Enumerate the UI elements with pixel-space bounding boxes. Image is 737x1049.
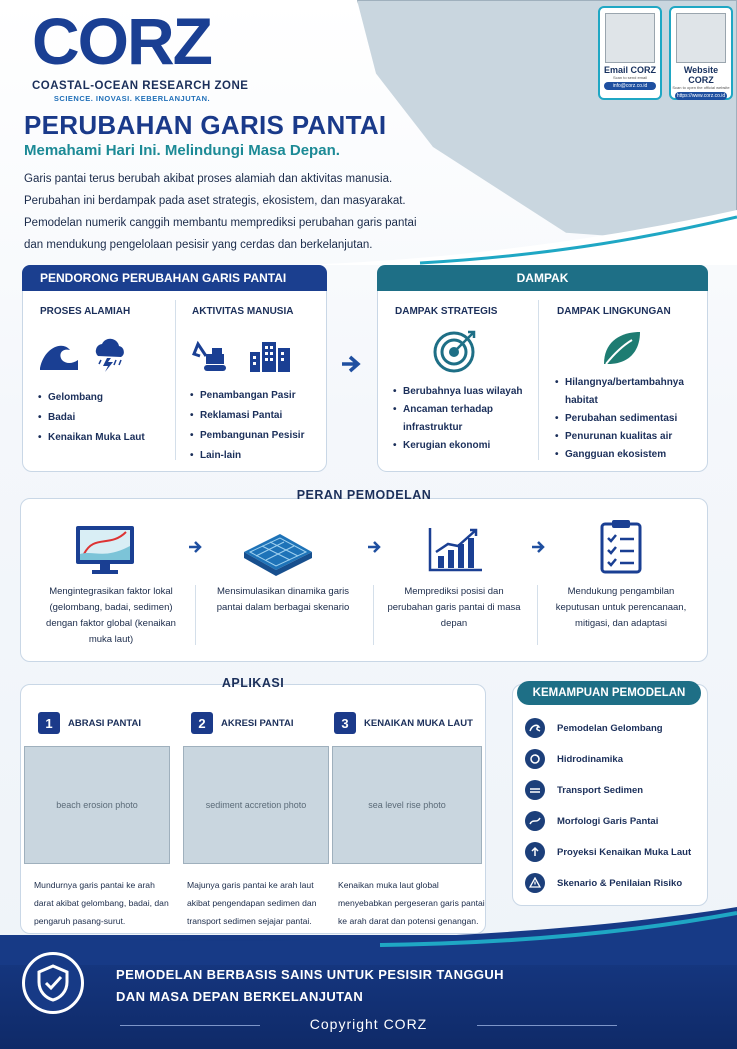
wave-icon — [525, 718, 545, 738]
capabilities-title: KEMAMPUAN PEMODELAN — [532, 687, 686, 699]
excavator-icon — [192, 338, 234, 372]
logo-fullname: COASTAL-OCEAN RESEARCH ZONE — [32, 80, 249, 92]
environment-heading: DAMPAK LINGKUNGAN — [557, 306, 671, 317]
capability-label: Proyeksi Kenaikan Muka Laut — [557, 846, 692, 858]
list-item: • Pembangunan Pesisir — [190, 426, 304, 446]
drivers-title: PENDORONG PERUBAHAN GARIS PANTAI — [40, 271, 287, 285]
list-item: • Penambangan Pasir — [190, 386, 304, 406]
natural-list — [38, 388, 145, 448]
capability-label: Skenario & Penilaian Risiko — [557, 877, 683, 889]
website-qr-label: Website CORZ — [683, 65, 719, 85]
simulation-grid-icon — [240, 526, 316, 576]
application-number: 1 — [38, 712, 60, 734]
target-icon — [432, 328, 478, 374]
corz-logo — [32, 4, 252, 103]
drivers-divider — [175, 300, 176, 460]
email-qr-caption: Scan to send email — [612, 75, 648, 80]
list-item: • Penurunan kualitas air — [555, 428, 700, 446]
natural-heading: PROSES ALAMIAH — [40, 306, 131, 317]
list-item: • Hilangnya/bertambahnya habitat — [555, 374, 700, 410]
prediction-chart-icon — [426, 524, 484, 574]
capability-item — [525, 747, 623, 771]
page-subtitle: Memahami Hari Ini. Melindungi Masa Depan. — [24, 142, 340, 159]
leaf-icon — [598, 328, 644, 368]
role-step-text: Mendukung pengambilan keputusan untuk perencanaan, mitigasi, dan adaptasi — [555, 586, 687, 629]
photo-caption: sea level rise photo — [368, 800, 446, 810]
strategic-heading: DAMPAK STRATEGIS — [395, 306, 498, 317]
capability-item — [525, 871, 682, 895]
footer-line: PEMODELAN BERBASIS SAINS UNTUK PESISIR TANGGUH — [116, 967, 504, 982]
accretion-photo — [183, 746, 329, 864]
application-header — [38, 712, 170, 734]
list-item: • Gangguan ekosistem — [555, 446, 700, 464]
hydrodynamics-icon — [525, 749, 545, 769]
capability-item — [525, 778, 643, 802]
application-item — [332, 712, 485, 932]
list-item: • Lain-lain — [190, 446, 304, 466]
application-item — [183, 712, 329, 932]
role-divider — [373, 585, 374, 645]
application-header — [191, 712, 329, 734]
shield-check-icon — [22, 952, 84, 1014]
capability-item — [525, 716, 663, 740]
application-text: Kenaikan muka laut global menyebabkan pergeseran garis pantai ke arah darat dan potensi genangan. — [338, 880, 485, 926]
list-item: • Berubahnya luas wilayah — [393, 383, 531, 401]
logo-letters: CORZ — [32, 4, 211, 78]
risk-icon — [525, 873, 545, 893]
step-arrow-icon — [530, 540, 546, 554]
list-item: • Kerugian ekonomi — [393, 437, 531, 455]
role-divider — [537, 585, 538, 645]
photo-caption: sediment accretion photo — [205, 800, 307, 810]
impact-tab — [377, 265, 708, 291]
list-item: • Reklamasi Pantai — [190, 406, 304, 426]
capability-label: Hidrodinamika — [557, 753, 623, 765]
environment-list — [555, 374, 700, 464]
monitor-map-icon — [74, 524, 136, 576]
list-item: • Gelombang — [38, 388, 145, 408]
application-header — [334, 712, 482, 734]
logo-tagline: SCIENCE. INOVASI. KEBERLANJUTAN. — [53, 94, 211, 103]
application-text: Majunya garis pantai ke arah laut akibat pengendapan sedimen dan transport sedimen sejajar pantai. — [187, 880, 317, 926]
footer-line: DAN MASA DEPAN BERKELANJUTAN — [116, 989, 364, 1004]
list-item: • Ancaman terhadap infrastruktur — [393, 401, 531, 437]
capability-label: Transport Sedimen — [557, 784, 644, 796]
application-title: ABRASI PANTAI — [68, 717, 142, 729]
modeling-role-title: PERAN PEMODELAN — [296, 488, 432, 502]
footer-tagline — [116, 964, 504, 1008]
application-title: AKRESI PANTAI — [221, 717, 294, 729]
morphology-icon — [525, 811, 545, 831]
sea-level-photo — [332, 746, 482, 864]
buildings-icon — [248, 336, 292, 372]
email-qr-code[interactable] — [605, 13, 655, 63]
step-arrow-icon — [187, 540, 203, 554]
capability-item — [525, 809, 658, 833]
website-address[interactable]: https://www.corz.co.id — [676, 93, 726, 99]
wave-icon — [38, 338, 80, 372]
list-item: • Badai — [38, 408, 145, 428]
list-item: • Perubahan sedimentasi — [555, 410, 700, 428]
application-title: KENAIKAN MUKA LAUT — [364, 717, 473, 729]
page-title: PERUBAHAN GARIS PANTAI — [24, 110, 387, 140]
capability-item — [525, 840, 691, 864]
application-text: Mundurnya garis pantai ke arah darat akibat gelombang, badai, dan pengaruh pasang-surut. — [34, 880, 169, 926]
email-address[interactable]: info@corz.co.id — [604, 82, 656, 90]
website-qr-caption: Scan to open the official website — [672, 85, 730, 90]
erosion-photo — [24, 746, 170, 864]
intro-line: dan mendukung pengelolaan pesisir yang cerdas dan berkelanjutan. — [24, 239, 373, 251]
checklist-icon — [598, 518, 644, 574]
capabilities-tab — [517, 681, 701, 705]
intro-line: Garis pantai terus berubah akibat proses alamiah dan aktivitas manusia. — [24, 173, 393, 185]
copyright: Copyright CORZ — [309, 1016, 428, 1032]
application-item — [24, 712, 170, 932]
role-step-text: Memprediksi posisi dan perubahan garis pantai di masa depan — [387, 586, 521, 629]
website-qr-code[interactable] — [676, 13, 726, 63]
application-number: 3 — [334, 712, 356, 734]
intro-line: Pemodelan numerik canggih membantu memprediksi perubahan garis pantai — [24, 217, 417, 229]
impact-title: DAMPAK — [516, 271, 569, 285]
role-step-text: Mengintegrasikan faktor lokal (gelombang, badai, sedimen) dengan faktor global (kenaikan muka laut) — [46, 586, 176, 645]
strategic-list — [393, 383, 531, 455]
drivers-tab — [22, 265, 327, 291]
list-item: • Kenaikan Muka Laut — [38, 428, 145, 448]
website-qr-card[interactable] — [669, 6, 733, 100]
capability-label: Morfologi Garis Pantai — [557, 815, 659, 827]
human-list — [190, 386, 304, 466]
role-divider — [195, 585, 196, 645]
photo-caption: beach erosion photo — [56, 800, 138, 810]
intro-paragraph — [24, 168, 474, 256]
role-step-text: Mensimulasikan dinamika garis pantai dalam berbagai skenario — [216, 586, 350, 613]
capability-label: Pemodelan Gelombang — [557, 722, 663, 734]
footer-wave-decoration — [0, 905, 737, 965]
application-number: 2 — [191, 712, 213, 734]
projection-icon — [525, 842, 545, 862]
email-qr-label: Email CORZ — [603, 65, 656, 75]
email-qr-card[interactable] — [598, 6, 662, 100]
human-heading: AKTIVITAS MANUSIA — [192, 306, 294, 317]
intro-line: Perubahan ini berdampak pada aset strategis, ekosistem, dan masyarakat. — [24, 195, 406, 207]
impact-divider — [538, 300, 539, 460]
arrow-right-icon — [340, 354, 364, 374]
step-arrow-icon — [366, 540, 382, 554]
sediment-icon — [525, 780, 545, 800]
storm-icon — [92, 338, 128, 372]
applications-title: APLIKASI — [221, 676, 285, 690]
